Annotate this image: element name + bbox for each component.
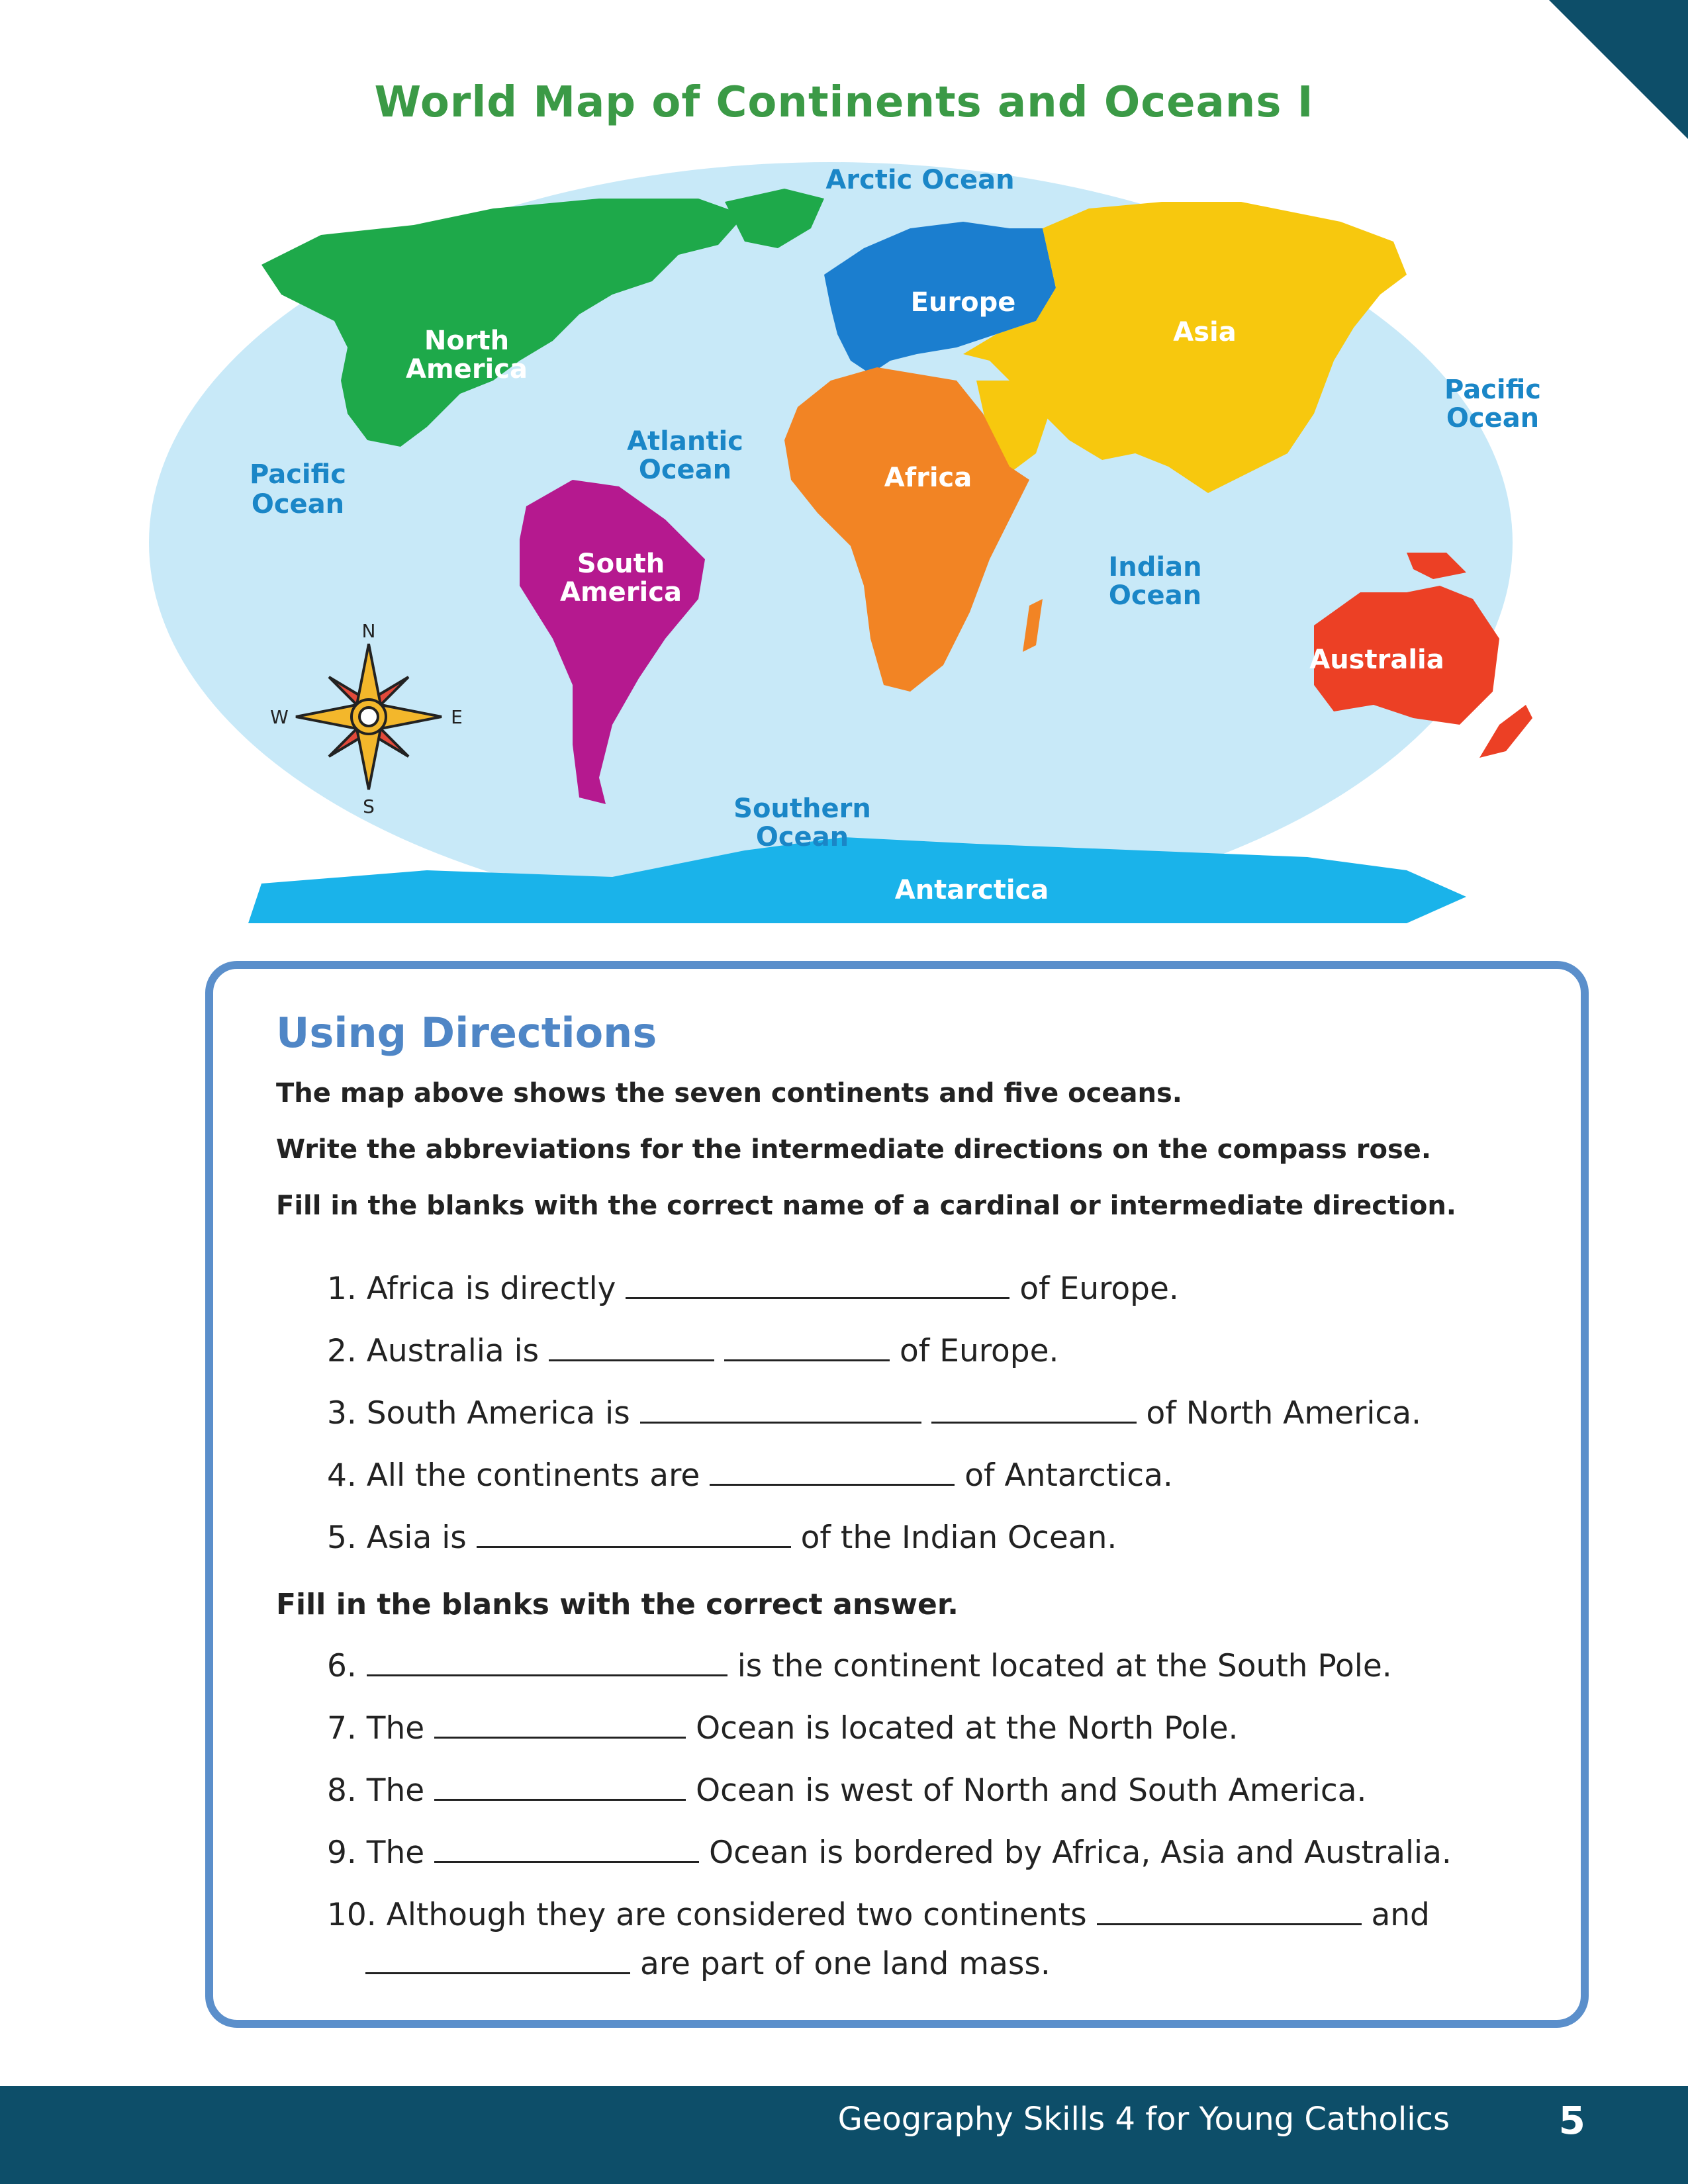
question-6 xyxy=(327,1647,1392,1684)
compass-e: E xyxy=(451,706,463,728)
question-10 xyxy=(327,1895,1430,1933)
label-indian-ocean: Indian xyxy=(1108,552,1202,582)
question-7-blank[interactable] xyxy=(434,1709,686,1739)
question-9 xyxy=(327,1833,1452,1871)
label-europe: Europe xyxy=(910,287,1016,318)
question-4 xyxy=(327,1456,1173,1494)
label-southern-ocean: Southern xyxy=(733,794,871,824)
label-pacific-ocean-west-2: Ocean xyxy=(251,489,345,520)
question-2-end: of Europe. xyxy=(900,1333,1059,1369)
question-4-text: 4. All the continents are xyxy=(327,1457,700,1494)
label-antarctica: Antarctica xyxy=(894,875,1049,905)
question-10-line-2 xyxy=(365,1944,1051,1982)
question-10-end: are part of one land mass. xyxy=(639,1946,1051,1982)
question-2 xyxy=(327,1332,1059,1369)
question-9-blank[interactable] xyxy=(434,1833,699,1863)
label-atlantic-ocean-2: Ocean xyxy=(638,455,732,485)
page-number: 5 xyxy=(1558,2098,1585,2143)
question-7-text: 7. The xyxy=(327,1710,425,1747)
using-directions-box xyxy=(205,961,1589,2028)
label-pacific-ocean-east-2: Ocean xyxy=(1446,403,1540,433)
label-africa: Africa xyxy=(884,463,972,493)
label-pacific-ocean-east: Pacific xyxy=(1444,375,1542,405)
footer-bar xyxy=(0,2086,1688,2184)
label-arctic-ocean: Arctic Ocean xyxy=(825,165,1015,195)
instruction-4: Fill in the blanks with the correct answer. xyxy=(276,1588,959,1621)
question-1-text: 1. Africa is directly xyxy=(327,1271,616,1307)
question-7-end: Ocean is located at the North Pole. xyxy=(696,1710,1239,1747)
label-south-america: South xyxy=(577,549,665,579)
question-3-end: of North America. xyxy=(1146,1395,1421,1432)
question-9-text: 9. The xyxy=(327,1835,425,1871)
footer-book-title: Geography Skills 4 for Young Catholics xyxy=(837,2101,1450,2138)
question-6-blank[interactable] xyxy=(367,1647,727,1676)
question-10-blank-1[interactable] xyxy=(1097,1895,1362,1925)
island-new-zealand xyxy=(1479,705,1532,758)
question-5-text: 5. Asia is xyxy=(327,1520,467,1556)
compass-w: W xyxy=(270,706,289,728)
compass-s: S xyxy=(363,796,375,817)
question-6-text: 6. xyxy=(327,1648,357,1684)
instruction-1: The map above shows the seven continents and five oceans. xyxy=(276,1078,1182,1109)
question-3-text: 3. South America is xyxy=(327,1395,630,1432)
question-2-blank-1[interactable] xyxy=(549,1332,714,1361)
label-north-america: North xyxy=(424,326,510,356)
label-australia: Australia xyxy=(1309,645,1444,675)
question-8-text: 8. The xyxy=(327,1772,425,1809)
question-10-text: 10. Although they are considered two continents xyxy=(327,1897,1087,1933)
question-9-end: Ocean is bordered by Africa, Asia and Australia. xyxy=(709,1835,1452,1871)
question-7 xyxy=(327,1709,1238,1747)
label-atlantic-ocean: Atlantic xyxy=(627,426,743,457)
compass-n: N xyxy=(361,620,376,642)
instruction-2: Write the abbreviations for the intermediate directions on the compass rose. xyxy=(276,1134,1432,1165)
instruction-3: Fill in the blanks with the correct name of a cardinal or intermediate direction. xyxy=(276,1191,1456,1221)
question-2-text: 2. Australia is xyxy=(327,1333,539,1369)
label-asia: Asia xyxy=(1173,317,1237,347)
question-3-blank-1[interactable] xyxy=(640,1394,921,1424)
label-south-america-2: America xyxy=(560,577,682,608)
question-8-end: Ocean is west of North and South America. xyxy=(696,1772,1367,1809)
label-southern-ocean-2: Ocean xyxy=(755,822,849,852)
question-1-end: of Europe. xyxy=(1019,1271,1179,1307)
question-1-blank[interactable] xyxy=(626,1269,1009,1299)
question-10-blank-2[interactable] xyxy=(365,1944,630,1974)
question-8-blank[interactable] xyxy=(434,1771,686,1801)
question-4-end: of Antarctica. xyxy=(964,1457,1173,1494)
label-pacific-ocean-west: Pacific xyxy=(249,459,347,490)
question-8 xyxy=(327,1771,1366,1809)
label-north-america-2: America xyxy=(406,354,528,385)
question-5-blank[interactable] xyxy=(477,1518,791,1548)
question-4-blank[interactable] xyxy=(710,1456,955,1486)
question-5 xyxy=(327,1518,1117,1556)
section-title: Using Directions xyxy=(276,1009,657,1057)
page-title: World Map of Continents and Oceans I xyxy=(374,78,1314,127)
question-1 xyxy=(327,1269,1179,1307)
question-3-blank-2[interactable] xyxy=(931,1394,1137,1424)
world-map xyxy=(149,162,1542,923)
question-10-mid: and xyxy=(1371,1897,1430,1933)
question-3 xyxy=(327,1394,1421,1432)
label-indian-ocean-2: Ocean xyxy=(1108,580,1202,611)
question-6-end: is the continent located at the South Pole. xyxy=(737,1648,1392,1684)
question-2-blank-2[interactable] xyxy=(724,1332,890,1361)
question-5-end: of the Indian Ocean. xyxy=(800,1520,1117,1556)
